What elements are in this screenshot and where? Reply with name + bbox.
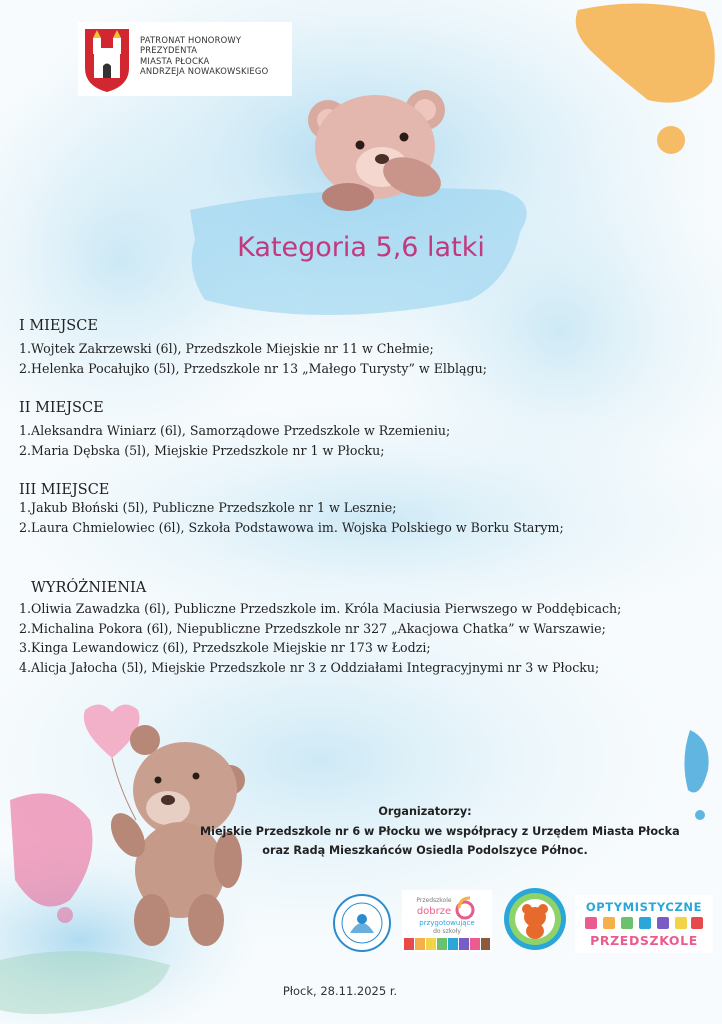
section-list-third <box>19 498 564 537</box>
list-item: 3.Kinga Lewandowicz (6l), Przedszkole Miejskie nr 173 w Łodzi; <box>19 640 431 655</box>
organizers-heading: Organizatorzy: <box>378 805 472 818</box>
list-item: 1.Aleksandra Winiarz (6l), Samorządowe Przedszkole w Rzemieniu; <box>19 423 451 438</box>
patron-line-2: PREZYDENTA <box>140 45 198 56</box>
optimistic-top-text: OPTYMISTYCZNE <box>585 900 703 914</box>
optimistic-kindergarten-logo <box>575 895 713 953</box>
dobrze-przygotowujace-logo <box>402 890 492 952</box>
list-item: 4.Alicja Jałocha (5l), Miejskie Przedszkole nr 3 z Oddziałami Integracyjnymi nr 3 w Płocku; <box>19 659 600 675</box>
list-item: 1.Wojtek Zakrzewski (6l), Przedszkole Miejskie nr 11 w Chełmie; <box>19 341 434 356</box>
crayons-icon <box>404 938 490 950</box>
dobrze-line-4: do szkoły <box>433 928 461 935</box>
optimistic-bottom-text: PRZEDSZKOLE <box>590 933 698 948</box>
section-heading-first: I MIEJSCE <box>19 318 98 334</box>
kindergarten-6-logo-icon <box>332 893 392 953</box>
teddy-badge-logo-icon <box>503 887 567 951</box>
section-heading-second: II MIEJSCE <box>19 400 104 416</box>
list-item: 2.Helenka Pocałujko (5l), Przedszkole nr 13 „Małego Turysty” w Elblągu; <box>19 360 487 376</box>
organizers-line-2: oraz Radą Mieszkańców Osiedla Podolszyce Północ. <box>262 844 588 857</box>
section-heading-third: III MIEJSCE <box>19 482 110 498</box>
city-crest-icon <box>82 26 132 94</box>
list-item: 2.Maria Dębska (5l), Miejskie Przedszkole nr 1 w Płocku; <box>19 442 385 458</box>
dobrze-line-1: Przedszkole <box>416 897 452 904</box>
organizers-line-1: Miejskie Przedszkole nr 6 w Płocku we współpracy z Urzędem Miasta Płocka <box>200 824 680 838</box>
section-list-first <box>19 339 487 378</box>
patron-line-1: PATRONAT HONOROWY <box>140 35 242 45</box>
list-item: 2.Laura Chmielowiec (6l), Szkoła Podstawowa im. Wojska Polskiego w Borku Starym; <box>19 519 564 535</box>
section-heading-honorable: WYRÓŻNIENIA <box>31 580 147 596</box>
section-list-second <box>19 421 450 460</box>
patron-line-4: ANDRZEJA NOWAKOWSKIEGO <box>140 66 269 77</box>
category-title: Kategoria 5,6 latki <box>237 232 485 263</box>
patron-line-3: MIASTA PŁOCKA <box>140 55 210 66</box>
dobrze-line-2: dobrze <box>416 906 452 917</box>
list-item: 1.Jakub Błoński (5l), Publiczne Przedszkole nr 1 w Lesznie; <box>19 500 397 515</box>
list-item: 1.Oliwia Zawadzka (6l), Publiczne Przedszkole im. Króla Maciusia Pierwszego w Poddębicach; <box>19 601 622 616</box>
organizers-block <box>200 802 680 861</box>
colored-blocks-icon <box>585 916 703 930</box>
teddy-bear-top-icon <box>300 85 460 225</box>
footer-date: Płock, 28.11.2025 r. <box>282 984 398 998</box>
list-item: 2.Michalina Pokora (6l), Niepubliczne Przedszkole nr 327 „Akacjowa Chatka” w Warszawie; <box>19 620 606 636</box>
patron-text <box>140 35 300 77</box>
section-list-honorable <box>19 599 621 677</box>
dobrze-line-3: przygotowujące <box>419 919 475 927</box>
